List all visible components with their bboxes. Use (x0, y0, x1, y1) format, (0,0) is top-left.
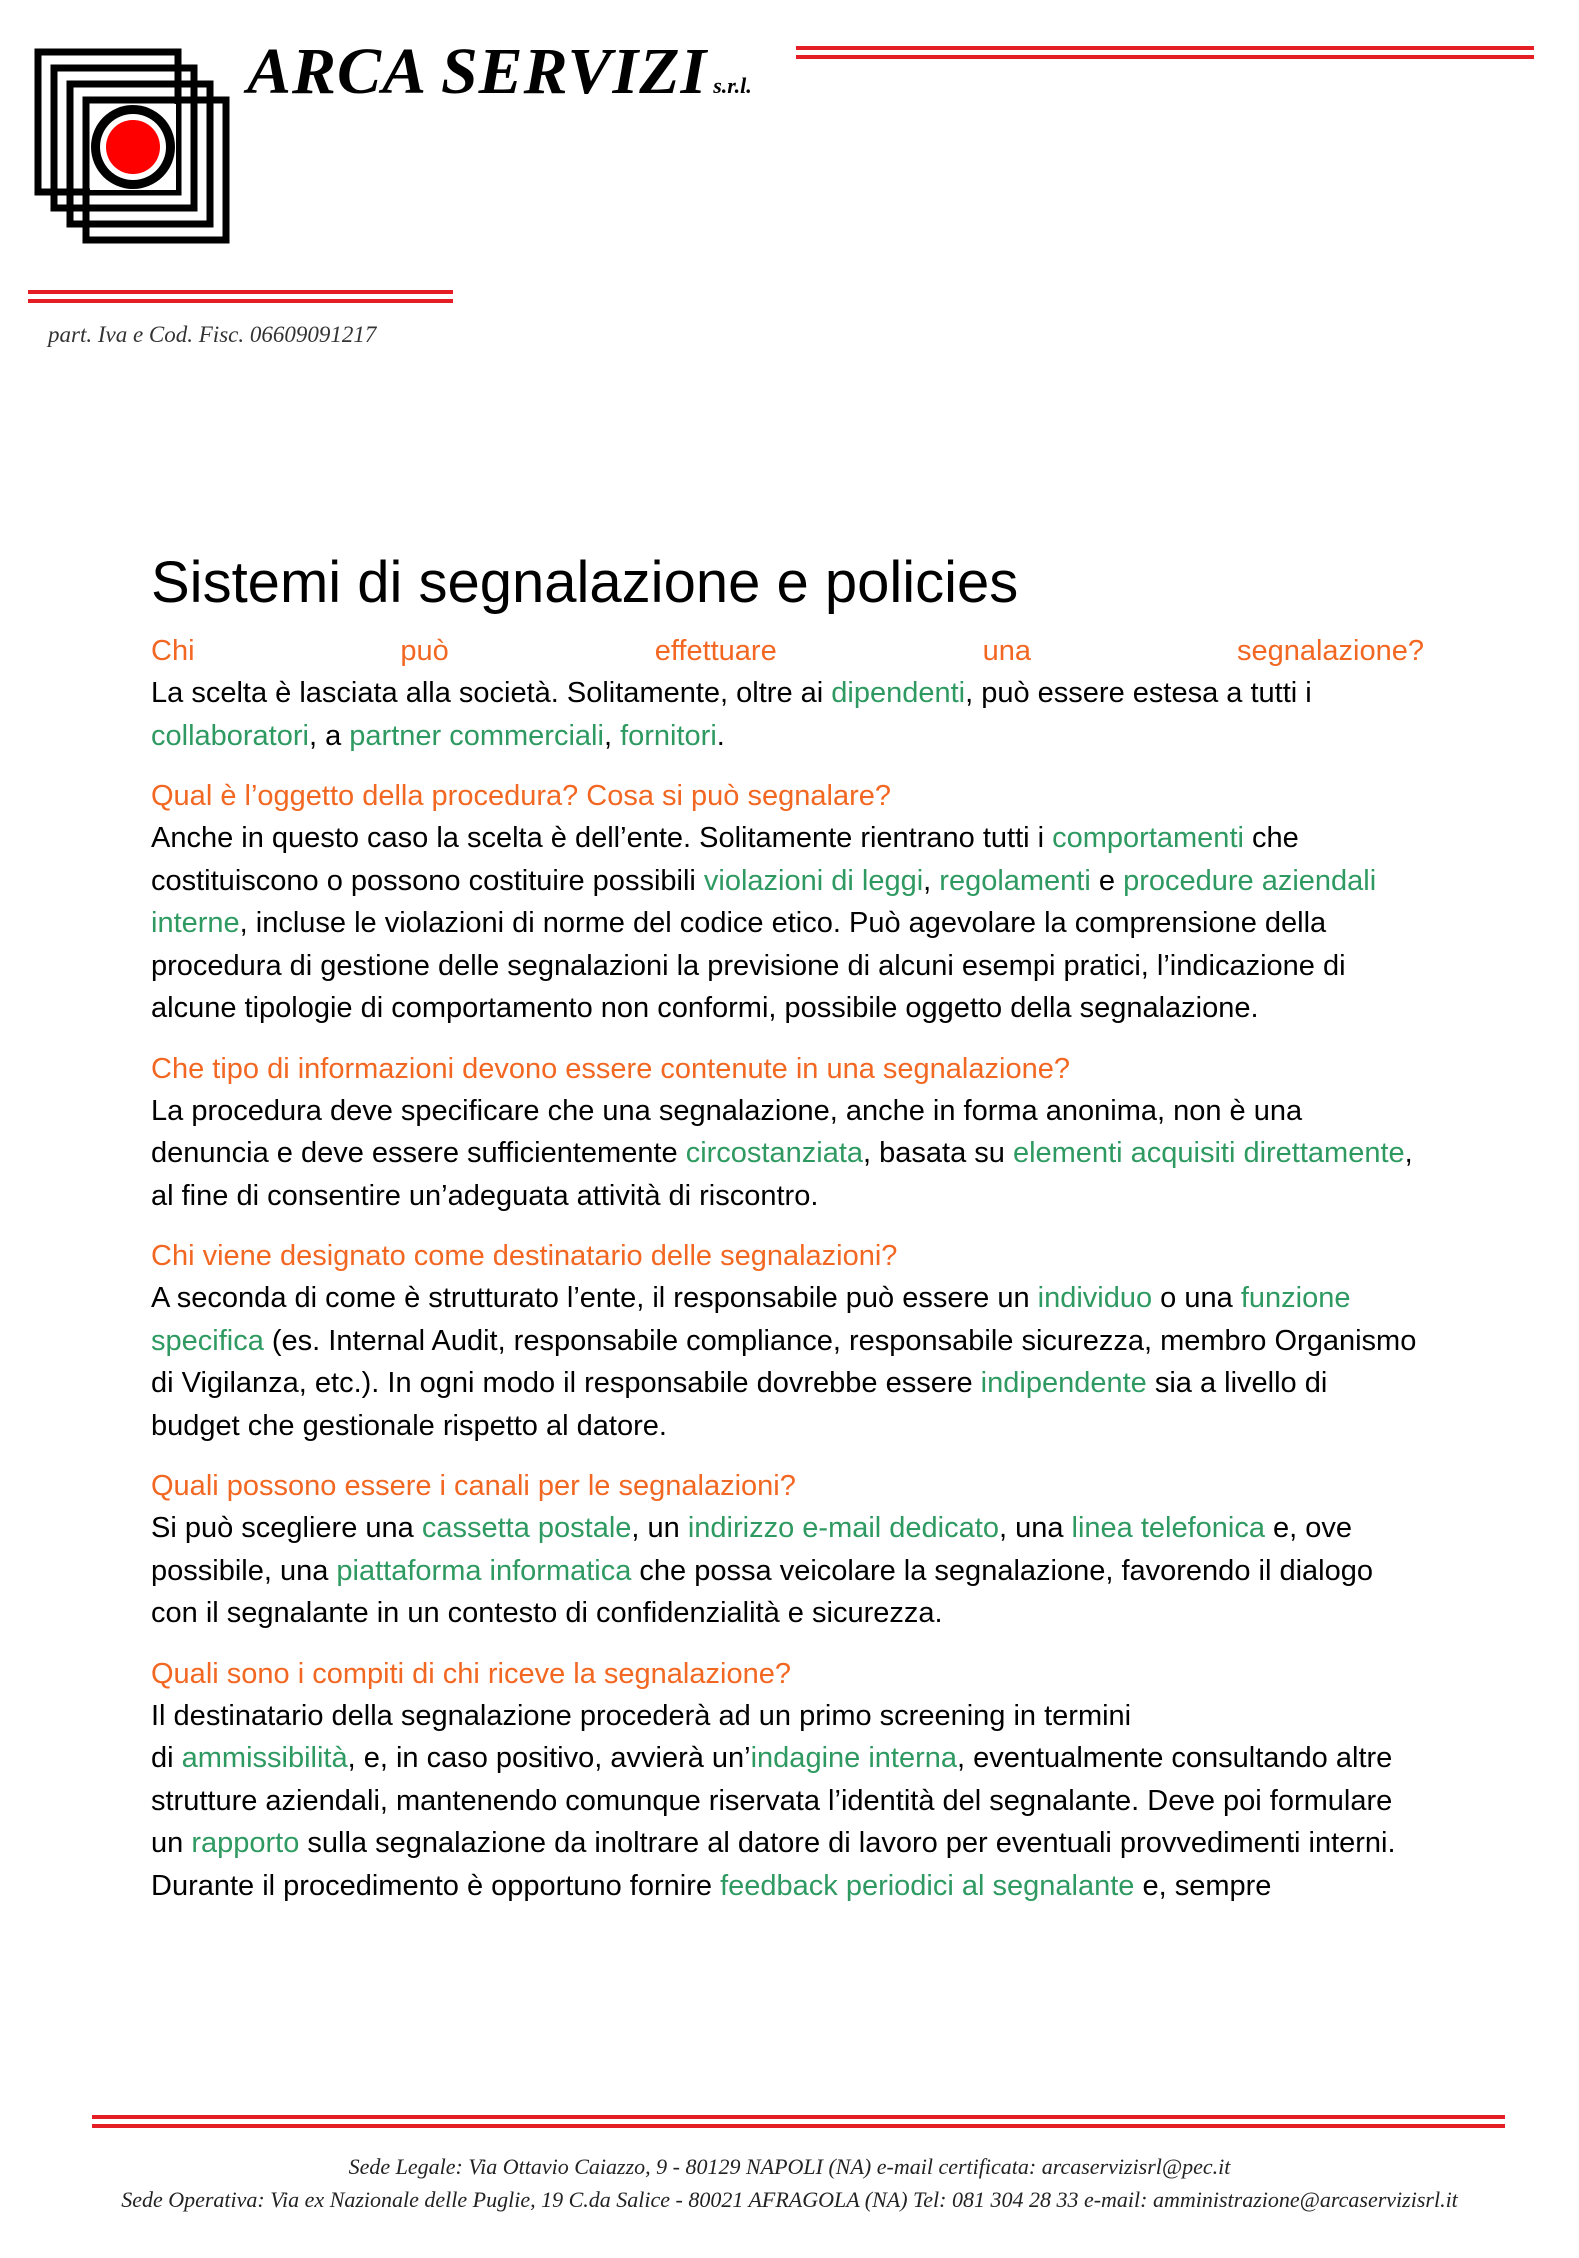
footer-rule (92, 2115, 1505, 2129)
company-logo (34, 48, 230, 252)
footer (0, 2150, 1579, 2216)
header-rule-right (796, 46, 1534, 60)
question-3: Che tipo di informazioni devono essere contenute in una segnalazione? (151, 1052, 1070, 1085)
company-suffix: s.r.l. (713, 73, 752, 98)
answer-2: Anche in questo caso la scelta è dell’ente. Solitamente rientrano tutti i comportamenti che costituiscono o possono costituire possibili violazioni di leggi, regolamenti e procedure aziendali interne, incluse le violazioni di norme del codice etico. Può agevolare la comprensione della procedura di gestione delle segnalazioni la previsione di alcuni esempi pratici, l’indicazione di alcune tipologie di comportamento non conformi, possibile oggetto della segnalazione. (151, 822, 1377, 1024)
answer-4: A seconda di come è strutturato l’ente, il responsabile può essere un individuo o una funzione specifica (es. Internal Audit, responsabile compliance, responsabile sicurezza, membro Organismo di Vigilanza, etc.). In ogni modo il responsabile dovrebbe essere indipendente sia a livello di budget che gestionale rispetto al datore. (151, 1282, 1417, 1442)
answer-6: Il destinatario della segnalazione procederà ad un primo screening in termini di ammissibilità, e, in caso positivo, avvierà un’indagine interna, eventualmente consultando altre strutture aziendali, mantenendo comunque riservata l’identità del segnalante. Deve poi formulare un rapporto sulla segnalazione da inoltrare al datore di lavoro per eventuali provvedimenti interni. Durante il procedimento è opportuno fornire feedback periodici al segnalante e, sempre (151, 1699, 1396, 1902)
question-5: Quali possono essere i canali per le segnalazioni? (151, 1470, 796, 1502)
question-4: Chi viene designato come destinatario delle segnalazioni? (151, 1240, 898, 1272)
footer-legal-address: Sede Legale: Via Ottavio Caiazzo, 9 - 80129 NAPOLI (NA) e-mail certificata: arcaservizisrl@pec.it (348, 2154, 1231, 2179)
page-title: Sistemi di segnalazione e policies (151, 550, 1019, 615)
answer-3: La procedura deve specificare che una segnalazione, anche in forma anonima, non è una denuncia e deve essere sufficientemente circostanziata, basata su elementi acquisiti direttamente, al fine di consentire un’adeguata attività di riscontro. (151, 1094, 1413, 1212)
question-2: Qual è l’oggetto della procedura? Cosa si può segnalare? (151, 780, 891, 812)
document-body (151, 548, 1424, 1907)
header-rule-left (28, 290, 453, 304)
answer-5: Si può scegliere una cassetta postale, un indirizzo e-mail dedicato, una linea telefonica e, ove possibile, una piattaforma informatica che possa veicolare la segnalazione, favorendo il dialogo con il segnalante in un contesto di confidenzialità e sicurezza. (151, 1512, 1373, 1629)
answer-1: La scelta è lasciata alla società. Solitamente, oltre ai dipendenti, può essere estesa a tutti i collaboratori, a partner commerciali, fornitori. (151, 677, 1312, 752)
vat-line: part. Iva e Cod. Fisc. 06609091217 (48, 322, 377, 347)
question-6: Quali sono i compiti di chi riceve la segnalazione? (151, 1657, 791, 1690)
question-1: Chi può effettuare una segnalazione? (151, 635, 1424, 667)
company-name: ARCA SERVIZI s.r.l. (247, 35, 752, 108)
footer-operational-address: Sede Operativa: Via ex Nazionale delle Puglie, 19 C.da Salice - 80021 AFRAGOLA (NA) Tel: 081 304 28 33 e-mail: amministrazione@arcaservizisrl.it (121, 2187, 1458, 2212)
